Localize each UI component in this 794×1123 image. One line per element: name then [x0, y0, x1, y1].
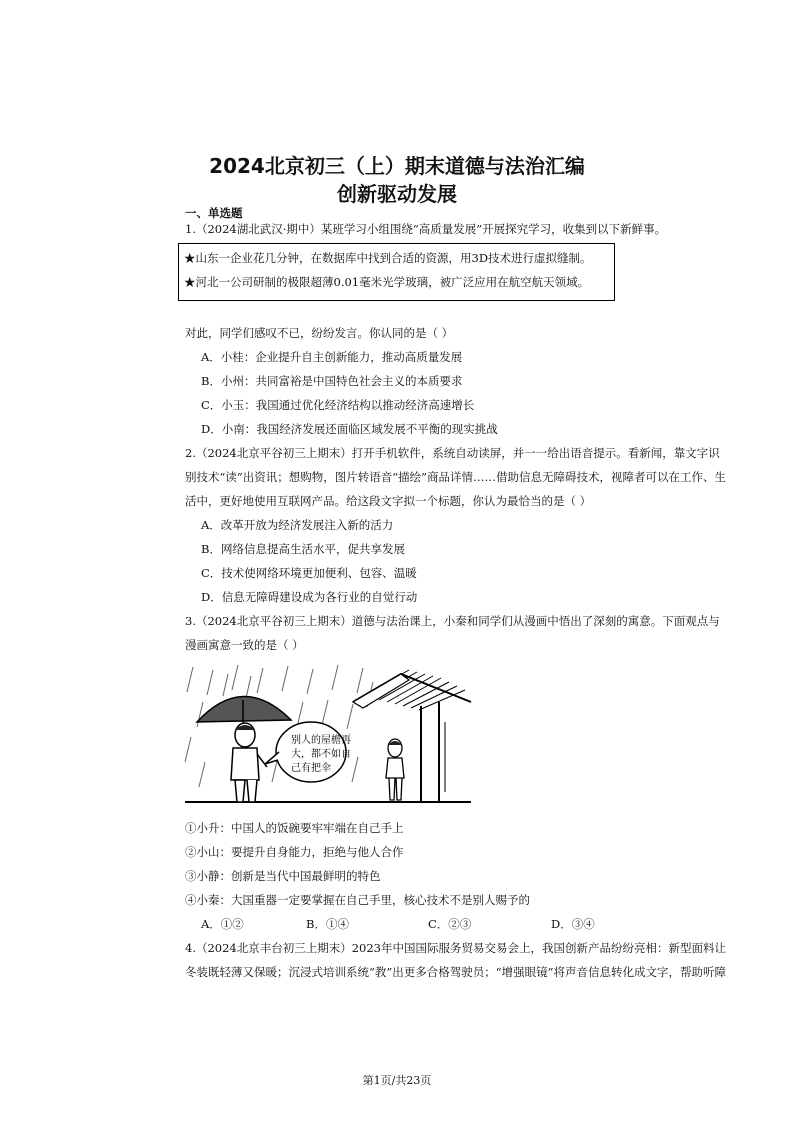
- q3-choice-b[interactable]: B．①④: [306, 917, 349, 931]
- q2-option-c[interactable]: C．技术使网络环境更加便利、包容、温暖: [201, 566, 417, 580]
- document-title: 2024北京初三（上）期末道德与法治汇编: [209, 154, 585, 178]
- bubble-text-line: 别人的屋檐再: [291, 735, 351, 746]
- q3-choice-d[interactable]: D．③④: [551, 917, 595, 931]
- q3-statement: ③小静：创新是当代中国最鲜明的特色: [185, 869, 381, 883]
- q3-statement: ②小山：要提升自身能力，拒绝与他人合作: [185, 845, 404, 859]
- q1-option-c[interactable]: C．小玉：我国通过优化经济结构以推动经济高速增长: [201, 398, 475, 412]
- bubble-text-line: 己有把伞: [291, 763, 331, 774]
- page-number: 第1页/共23页: [362, 1074, 432, 1087]
- q1-stem: 1.（2024湖北武汉·期中）某班学习小组围绕“高质量发展”开展探究学习，收集到以下新鲜事。: [185, 222, 667, 236]
- section-heading: 一、单选题: [185, 206, 243, 220]
- q2-stem-line: 别技术“读”出资讯；想购物，图片转语音“描绘”商品详情……借助信息无障碍技术，视障者可以在工作、生: [185, 470, 727, 484]
- q1-option-d[interactable]: D．小南：我国经济发展还面临区域发展不平衡的现实挑战: [201, 422, 498, 436]
- q4-stem-line: 4.（2024北京丰台初三上期末）2023年中国国际服务贸易交易会上，我国创新产品纷纷亮相：新型面料让: [185, 941, 727, 955]
- q1-option-b[interactable]: B．小州：共同富裕是中国特色社会主义的本质要求: [201, 374, 463, 388]
- q2-option-a[interactable]: A．改革开放为经济发展注入新的活力: [201, 518, 394, 532]
- q3-choice-a[interactable]: A．①②: [201, 917, 244, 931]
- q2-stem-line: 2.（2024北京平谷初三上期末）打开手机软件，系统自动读屏，并一一给出语音提示。看新闻，靠文字识: [185, 446, 720, 460]
- bubble-text-line: 大，都不如自: [291, 749, 351, 760]
- q1-prompt: 对此，同学们感叹不已，纷纷发言。你认同的是（ ）: [185, 326, 454, 340]
- document-subtitle: 创新驱动发展: [337, 182, 457, 206]
- q1-option-a[interactable]: A．小桂：企业提升自主创新能力，推动高质量发展: [201, 350, 463, 364]
- q3-cartoon: [183, 662, 475, 812]
- q3-statement: ④小秦：大国重器一定要掌握在自己手里，核心技术不是别人赐予的: [185, 893, 530, 907]
- q3-stem-line: 3.（2024北京平谷初三上期末）道德与法治课上，小秦和同学们从漫画中悟出了深刻的寓意。下面观点与: [185, 614, 720, 628]
- q4-stem-line: 冬装既轻薄又保暖；沉浸式培训系统“教”出更多合格驾驶员；“增强眼镜”将声音信息转化成文字，帮助听障: [185, 965, 727, 979]
- q3-stem-line: 漫画寓意一致的是（ ）: [185, 638, 304, 652]
- q3-statement: ①小升：中国人的饭碗要牢牢端在自己手上: [185, 821, 404, 835]
- q2-stem-line: 活中，更好地使用互联网产品。给这段文字拟一个标题，你认为最恰当的是（ ）: [185, 494, 592, 508]
- q3-choice-c[interactable]: C．②③: [428, 917, 472, 931]
- q1-box-line: ★河北一公司研制的极限超薄0.01毫米光学玻璃，被广泛应用在航空航天领域。: [184, 275, 590, 289]
- q1-box-line: ★山东一企业花几分钟，在数据库中找到合适的资源，用3D技术进行虚拟缝制。: [184, 251, 592, 265]
- q2-option-d[interactable]: D．信息无障碍建设成为各行业的自觉行动: [201, 590, 418, 604]
- q2-option-b[interactable]: B．网络信息提高生活水平，促共享发展: [201, 542, 405, 556]
